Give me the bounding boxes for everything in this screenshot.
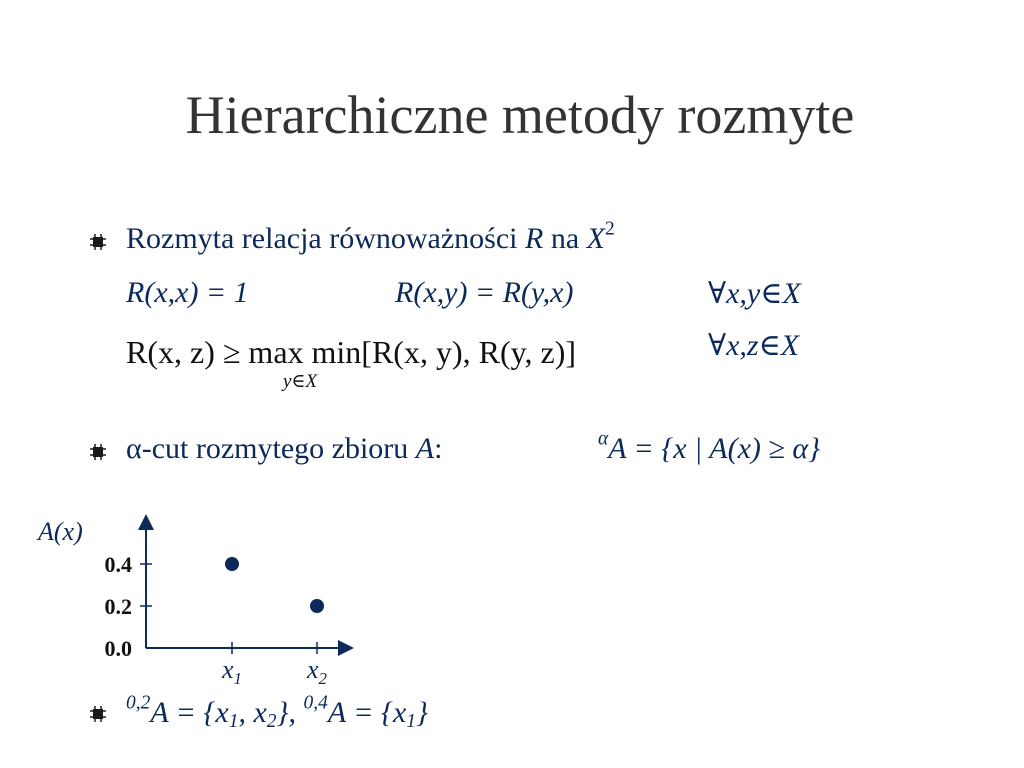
bullet1-lead: Rozmyta relacja równoważności — [126, 222, 526, 255]
bullet3-text — [126, 692, 429, 732]
formula-forall-xz: ∀x,z∈X — [708, 329, 800, 362]
cut-level-04: 0,4 — [303, 692, 328, 714]
sub-1b: 1 — [406, 710, 417, 732]
data-point — [310, 599, 324, 613]
formula-symmetric: R(x,y) = R(y,x) — [395, 276, 574, 309]
sub-2: 2 — [266, 710, 277, 732]
x-tick-label: $x_1$ — [222, 655, 243, 688]
sub-1: 1 — [228, 710, 239, 732]
formula-forall-xy: ∀x,y∈X — [708, 277, 801, 310]
formula-transitive: R(x, z) ≥ max min[R(x, y), R(y, z)] — [126, 334, 577, 370]
x-tick-label: $x_2$ — [307, 655, 328, 688]
formula-reflexive: R(x,x) = 1 — [126, 276, 249, 309]
set-a-symbol: A — [415, 432, 435, 465]
set-symbol: X — [586, 222, 605, 255]
y-tick-label: 0.2 — [104, 594, 132, 619]
alpha-cut-sup: α — [598, 428, 609, 450]
set-exponent: 2 — [605, 218, 615, 240]
alpha-cut-formula: A = {x | A(x) ≥ α} — [608, 432, 821, 465]
cut-02-lhs: A = {x — [150, 696, 229, 729]
cut-level-02: 0,2 — [126, 692, 151, 714]
bullet-icon — [90, 706, 106, 722]
cut-04-lhs: A = {x — [327, 696, 407, 729]
relation-symbol: R — [525, 222, 544, 255]
bullet1-na: na — [543, 222, 587, 255]
y-axis-label: A(x) — [38, 517, 83, 546]
cut-02-mid: , x — [238, 696, 267, 729]
y-tick-label: 0.4 — [104, 552, 132, 577]
cut-04-end: } — [416, 696, 429, 729]
data-point — [225, 557, 239, 571]
bullet2-lead: -cut rozmytego zbioru — [141, 432, 416, 465]
y-tick-label: 0.0 — [104, 636, 132, 661]
bullet2-colon: : — [434, 432, 443, 465]
alpha-symbol: α — [126, 432, 142, 465]
cut-02-end: }, — [276, 696, 304, 729]
max-subscript: y∈X — [283, 371, 318, 392]
slide-title: Hierarchiczne metody rozmyte — [185, 85, 855, 145]
